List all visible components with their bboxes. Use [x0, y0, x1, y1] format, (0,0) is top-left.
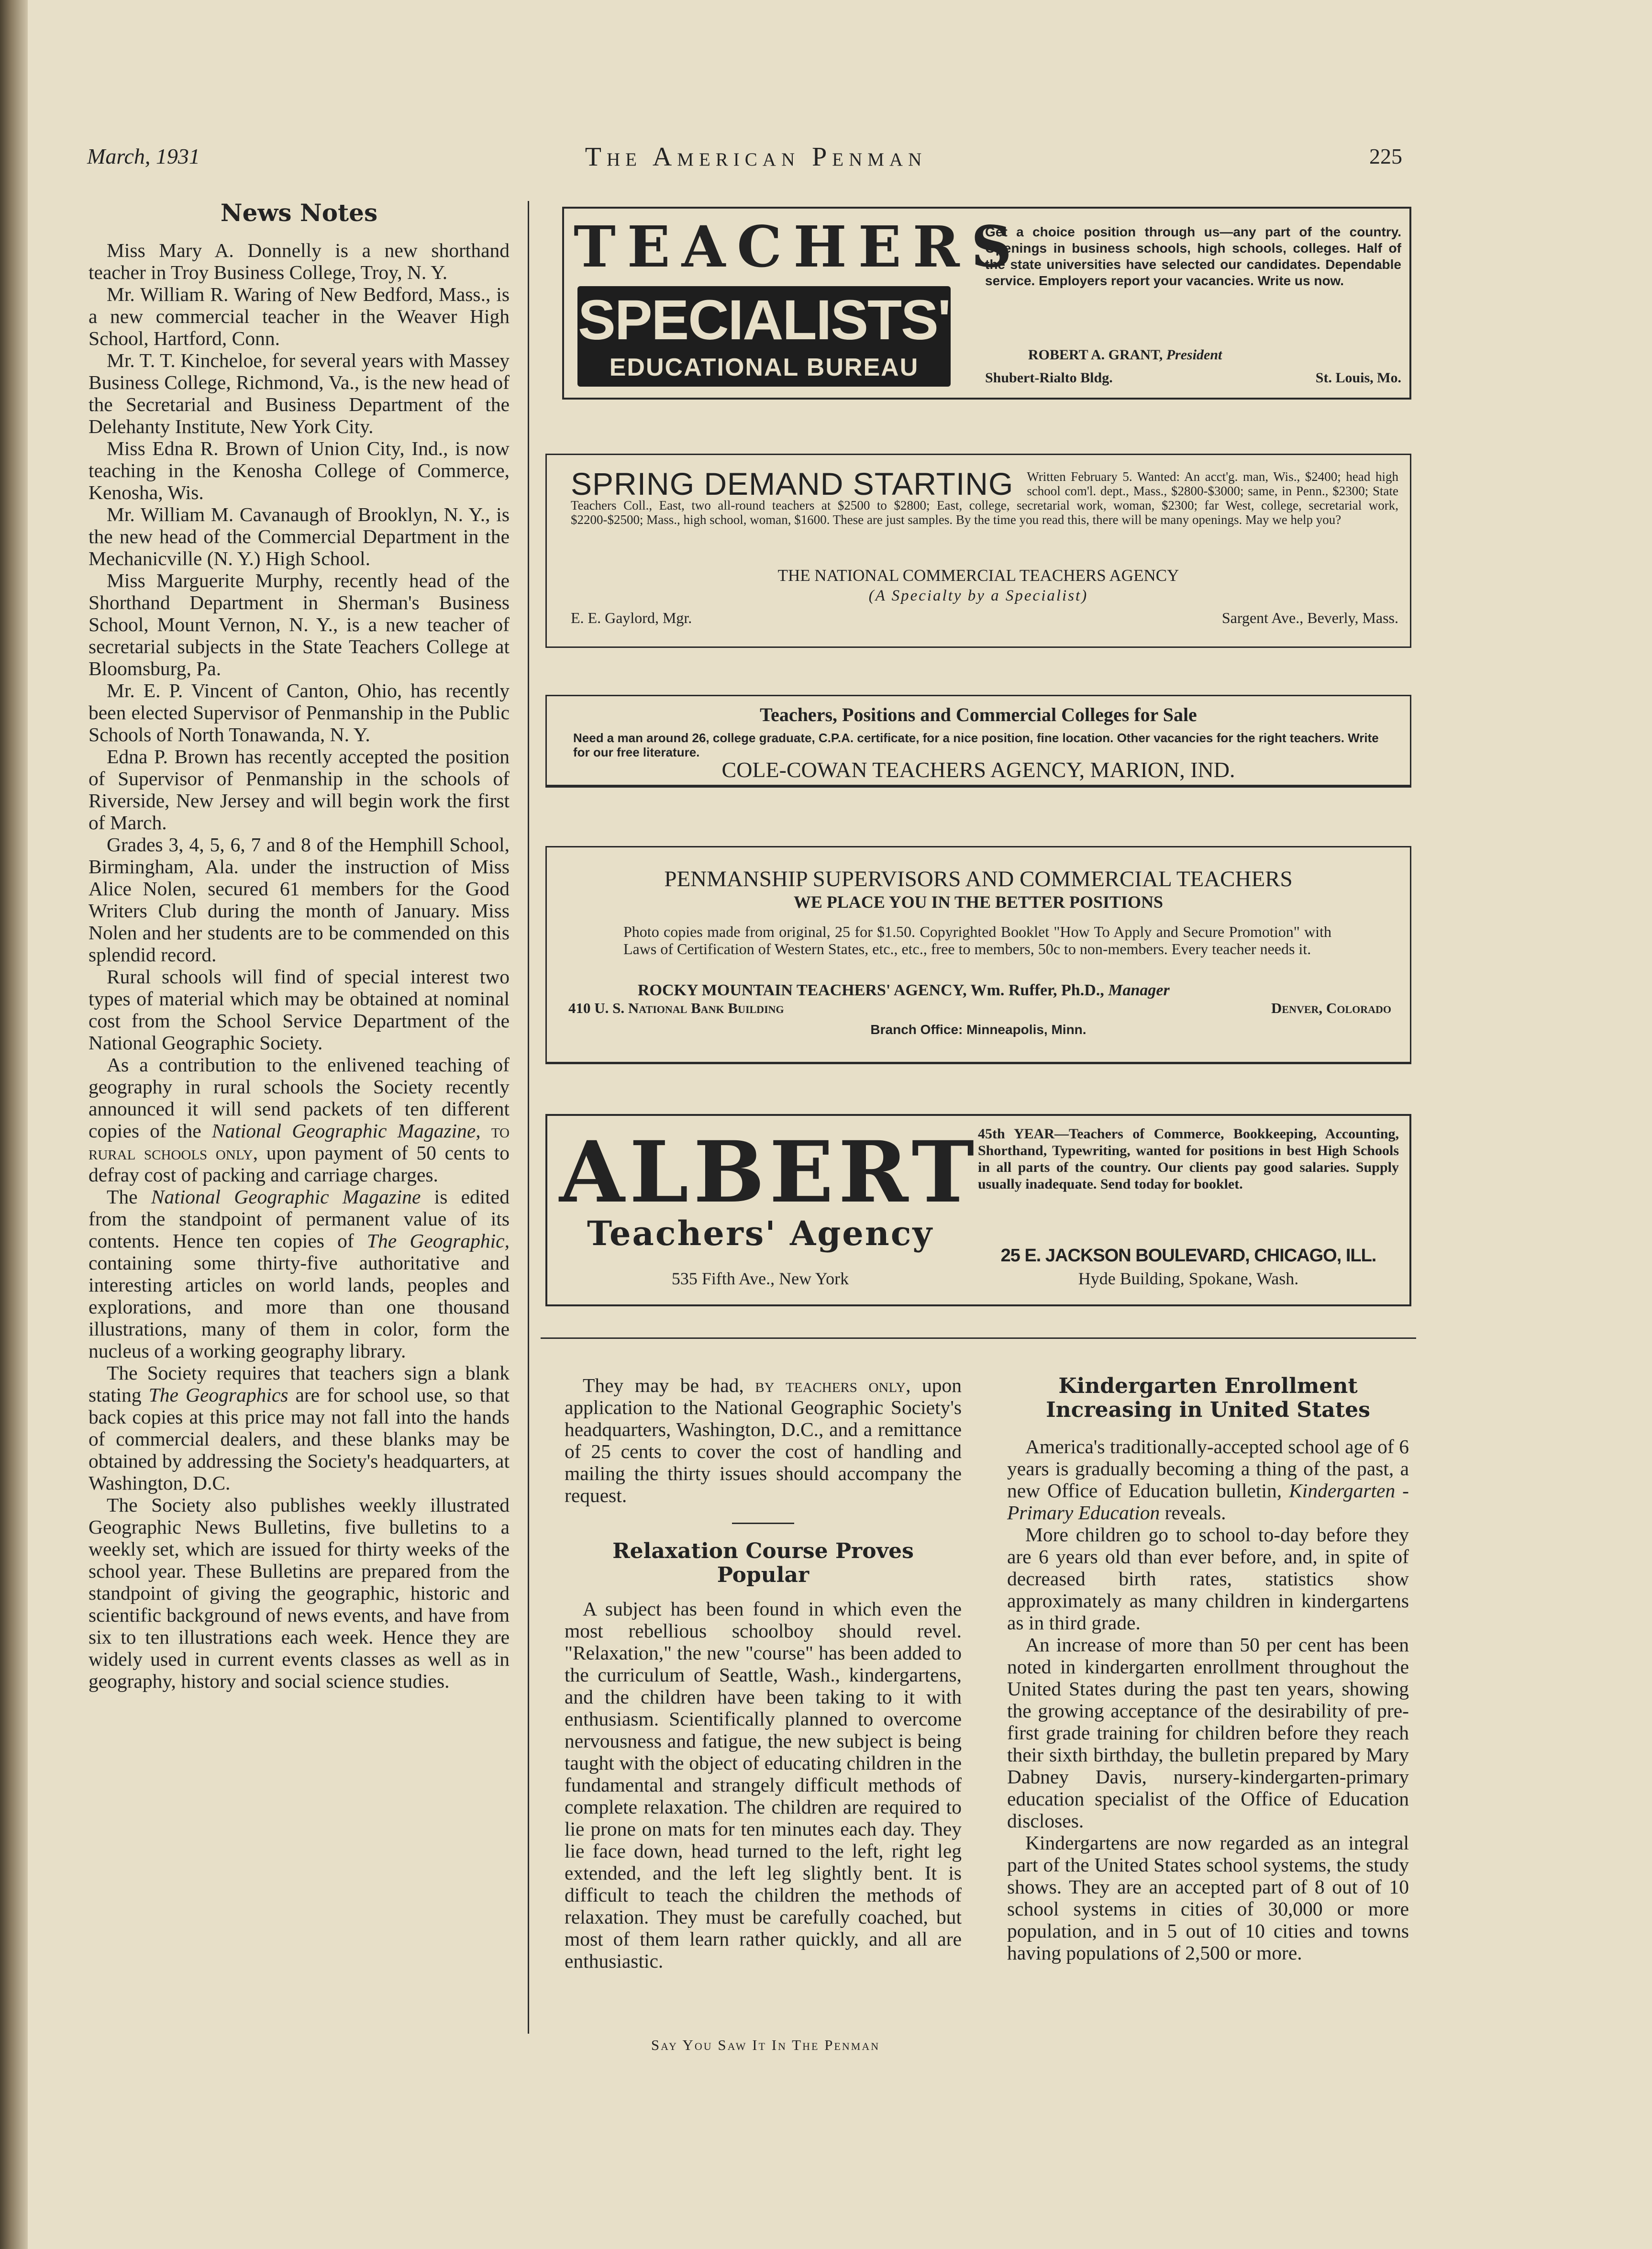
ad-albert — [545, 1114, 1411, 1306]
ad-specialists-address: Shubert-Rialto Bldg. — [985, 370, 1113, 386]
ad-cole-cowan — [545, 695, 1411, 788]
ad-cole-text: Need a man around 26, college graduate, C.P.A. certificate, for a nice position, fine location. Other vacancies for the right teachers. Write for our free literature. — [573, 731, 1379, 759]
ad-spring-manager: E. E. Gaylord, Mgr. — [571, 609, 692, 626]
article-paragraph: Kindergartens are now regarded as an integral part of the United States school systems, the study shows. They are an accepted part of 8 out of 10 school systems in cities of 30,000 or more population, and in 5 out of 10 cities and towns having populations of 2,500 or more. — [1007, 1832, 1409, 1964]
article-paragraph: A subject has been found in which even the most rebellious schoolboy should revel. "Relaxation," the new "course" has been added to the curriculum of Seattle, Wash., kindergartens, and the children have been taking to it with enthusiasm. Scientifically planned to overcome nervousness and fatigue, the new subject is being taught with the object of educating children in the fundamental and strangely difficult methods of complete relaxation. The children are required to lie prone on mats for ten minutes each day. They lie face down, head turned to the left, right leg extended, and the left leg slightly bent. It is difficult to teach the children the methods of relaxation. They must be carefully coached, but most of them learn rather quickly, and all are enthusiastic. — [565, 1598, 962, 1972]
news-item: Miss Edna R. Brown of Union City, Ind., is now teaching in the Kenosha College of Commerce, Kenosha, Wis. — [89, 437, 510, 503]
article-paragraph: America's traditionally-accepted school age of 6 years is gradually becoming a thing of the past, a new Office of Education bulletin, Kindergarten - Primary Education reveals. — [1007, 1436, 1409, 1524]
news-item: The Society requires that teachers sign a blank stating The Geographics are for school use, so that back copies at this price may not fall into the hands of commercial dealers, and these blanks may be obtained by addressing the Society's headquarters, at Washington, D.C. — [89, 1362, 510, 1494]
ad-specialists-title: TEACHERS — [574, 213, 1023, 280]
ad-rocky-subtitle: WE PLACE YOU IN THE BETTER POSITIONS — [793, 892, 1164, 912]
ad-spring-text: SPRING DEMAND STARTING Written February 5. Wanted: An acct'g. man, Wis., $2400; head high school com'l. dept., Mass., $2800-$3000; same, in Penn., $2300; State Teachers Coll., East, two all-round teachers at $2500 to $2800; East, college, secretarial work, woman, $2300; far West, college, secretarial work, $2200-$2500; Mass., high school, woman, $1600. These are just samples. By the time you read this, there will be many openings. May we help you? — [571, 466, 1398, 527]
page-number: 225 — [1369, 144, 1402, 168]
ad-rocky-city: Denver, Colorado — [1271, 1000, 1391, 1016]
news-item: The Society also publishes weekly illustrated Geographic News Bulletins, five bulletins to a weekly set, which are issued for thirty weeks of the school year. These Bulletins are prepared from the standpoint of giving the geographic, historic and scientific background of news events, and have from six to ten illustrations each week. Hence they are widely used in current events classes as well as in geography, history and social science studies. — [89, 1494, 510, 1692]
article-paragraph: An increase of more than 50 per cent has been noted in kindergarten enrollment throughout the United States during the past ten years, showing the growing acceptance of the desirability of pre-first grade training for children before they reach their sixth birthday, the bulletin prepared by Mary Dabney Davis, nursery-kindergarten-primary education specialist of the Office of Education discloses. — [1007, 1634, 1409, 1832]
news-item: The National Geographic Magazine is edited from the standpoint of permanent value of its contents. Hence ten copies of The Geographic, containing some thirty-five authoritative and interesting articles on world lands, peoples and explorations, and more than one thousand illustrations, many of them in color, form the nucleus of a working geography library. — [89, 1186, 510, 1362]
ad-specialists-text: Get a choice position through us—any part of the country. Openings in business schools, high schools, colleges. Half of the state universities have selected our candidates. Dependable service. Employers report your vacancies. Write us now. — [985, 224, 1401, 288]
news-item: Grades 3, 4, 5, 6, 7 and 8 of the Hemphill School, Birmingham, Ala. under the instruction of Miss Alice Nolen, secured 61 members for the Good Writers Club during the month of January. Miss Nolen and her students are to be commended on this splendid record. — [89, 834, 510, 966]
column-divider — [528, 201, 529, 2034]
short-rule — [732, 1523, 794, 1524]
ad-albert-spokane: Hyde Building, Spokane, Wash. — [1078, 1269, 1299, 1288]
ad-cole-title: Teachers, Positions and Commercial Colleges for Sale — [760, 704, 1197, 725]
article-paragraph: More children go to school to-day before they are 6 years old than ever before, and, in spite of decreased birth rates, statistics show approximately as many children in kindergartens as in third grade. — [1007, 1524, 1409, 1634]
article-paragraph: They may be had, by teachers only, upon application to the National Geographic Society's headquarters, Washington, D.C., and a remittance of 25 cents to cover the cost of handling and mailing the thirty issues should accompany the request. — [565, 1374, 962, 1506]
news-item: Mr. E. P. Vincent of Canton, Ohio, has recently been elected Supervisor of Penmanship in the Public Schools of North Tonawanda, N. Y. — [89, 679, 510, 746]
news-item: As a contribution to the enlivened teaching of geography in rural schools the Society recently announced it will send packets of ten different copies of the National Geographic Magazine, to rural schools only, upon payment of 50 cents to defray cost of packing and carriage charges. — [89, 1054, 510, 1186]
ad-specialists-president: ROBERT A. GRANT, President Shubert-Rialto Bldg. St. Louis, Mo. — [985, 347, 1401, 386]
middle-column — [565, 1374, 962, 1972]
ad-rocky-title: PENMANSHIP SUPERVISORS AND COMMERCIAL TEACHERS — [664, 867, 1293, 891]
specialists-logo-sub: EDUCATIONAL BUREAU — [609, 354, 919, 381]
ad-specialists-city: St. Louis, Mo. — [1315, 370, 1401, 386]
news-notes-column — [89, 201, 510, 1692]
ad-albert-title: ALBERT — [559, 1123, 979, 1222]
ad-rocky-text: Photo copies made from original, 25 for $1.50. Copyrighted Booklet "How To Apply and Secure Promotion" with Laws of Certification of Western States, etc., etc., free to members, 50c to non-members. Every teacher needs it. — [623, 923, 1331, 957]
ad-rocky-mountain — [545, 846, 1411, 1064]
issue-date: March, 1931 — [87, 144, 200, 168]
news-notes-heading: News Notes — [220, 199, 378, 227]
specialists-logo — [577, 286, 951, 387]
news-item: Miss Mary A. Donnelly is a new shorthand teacher in Troy Business College, Troy, N. Y. — [89, 239, 510, 283]
ad-spring-demand — [545, 454, 1411, 648]
ad-albert-ny: 535 Fifth Ave., New York — [671, 1269, 849, 1288]
news-item: Mr. William M. Cavanaugh of Brooklyn, N. Y., is the new head of the Commercial Department in the Mechanicville (N. Y.) High School. — [89, 503, 510, 569]
ad-rocky-address: 410 U. S. National Bank Building — [568, 1000, 784, 1016]
news-item: Rural schools will find of special interest two types of material which may be obtained at nominal cost from the School Service Department of the National Geographic Society. — [89, 966, 510, 1054]
specialists-logo-main: SPECIALISTS' — [578, 289, 950, 352]
magazine-title: The American Penman — [585, 142, 927, 172]
news-item: Mr. William R. Waring of New Bedford, Mass., is a new commercial teacher in the Weaver High School, Hartford, Conn. — [89, 283, 510, 349]
news-item: Edna P. Brown has recently accepted the position of Supervisor of Penmanship in the schools of Riverside, New Jersey and will begin work the first of March. — [89, 746, 510, 834]
ad-albert-chicago: 25 E. JACKSON BOULEVARD, CHICAGO, ILL. — [1000, 1246, 1376, 1266]
kindergarten-column — [1007, 1374, 1409, 1964]
ad-spring-title: SPRING DEMAND STARTING — [571, 466, 1014, 501]
ad-spring-tagline: (A Specialty by a Specialist) — [868, 587, 1088, 604]
ad-spring-address: Sargent Ave., Beverly, Mass. — [1221, 609, 1398, 626]
kindergarten-heading: Kindergarten Enrollment Increasing in United States — [1046, 1374, 1370, 1422]
ad-albert-text: 45th YEAR—Teachers of Commerce, Bookkeeping, Accounting, Shorthand, Typewriting, wanted for positions in best High Schools in all parts of the country. Our clients pay good salaries. Supply usually inadequate. Send today for booklet. — [978, 1126, 1399, 1192]
ad-spring-agency: THE NATIONAL COMMERCIAL TEACHERS AGENCY — [777, 566, 1179, 585]
relaxation-heading: Relaxation Course Proves Popular — [612, 1539, 914, 1587]
footer-slogan: Say You Saw It In The Penman — [651, 2037, 880, 2053]
binding-fold — [0, 0, 28, 2249]
ad-cole-agency: COLE-COWAN TEACHERS AGENCY, MARION, IND. — [721, 757, 1235, 782]
news-item: Miss Marguerite Murphy, recently head of the Shorthand Department in Sherman's Business School, Mount Vernon, N. Y., is a new teacher of secretarial subjects in the State Teachers College at Bloomsburg, Pa. — [89, 569, 510, 679]
section-rule — [541, 1337, 1416, 1339]
ad-rocky-branch: Branch Office: Minneapolis, Minn. — [870, 1022, 1087, 1037]
ad-specialists-bureau — [562, 207, 1411, 400]
ad-albert-subtitle: Teachers' Agency — [587, 1214, 934, 1253]
news-item: Mr. T. T. Kincheloe, for several years with Massey Business College, Richmond, Va., is the new head of the Secretarial and Business Department of the Delehanty Institute, New York City. — [89, 349, 510, 437]
ad-rocky-agency: ROCKY MOUNTAIN TEACHERS' AGENCY, Wm. Ruffer, Ph.D., Manager — [638, 981, 1170, 999]
